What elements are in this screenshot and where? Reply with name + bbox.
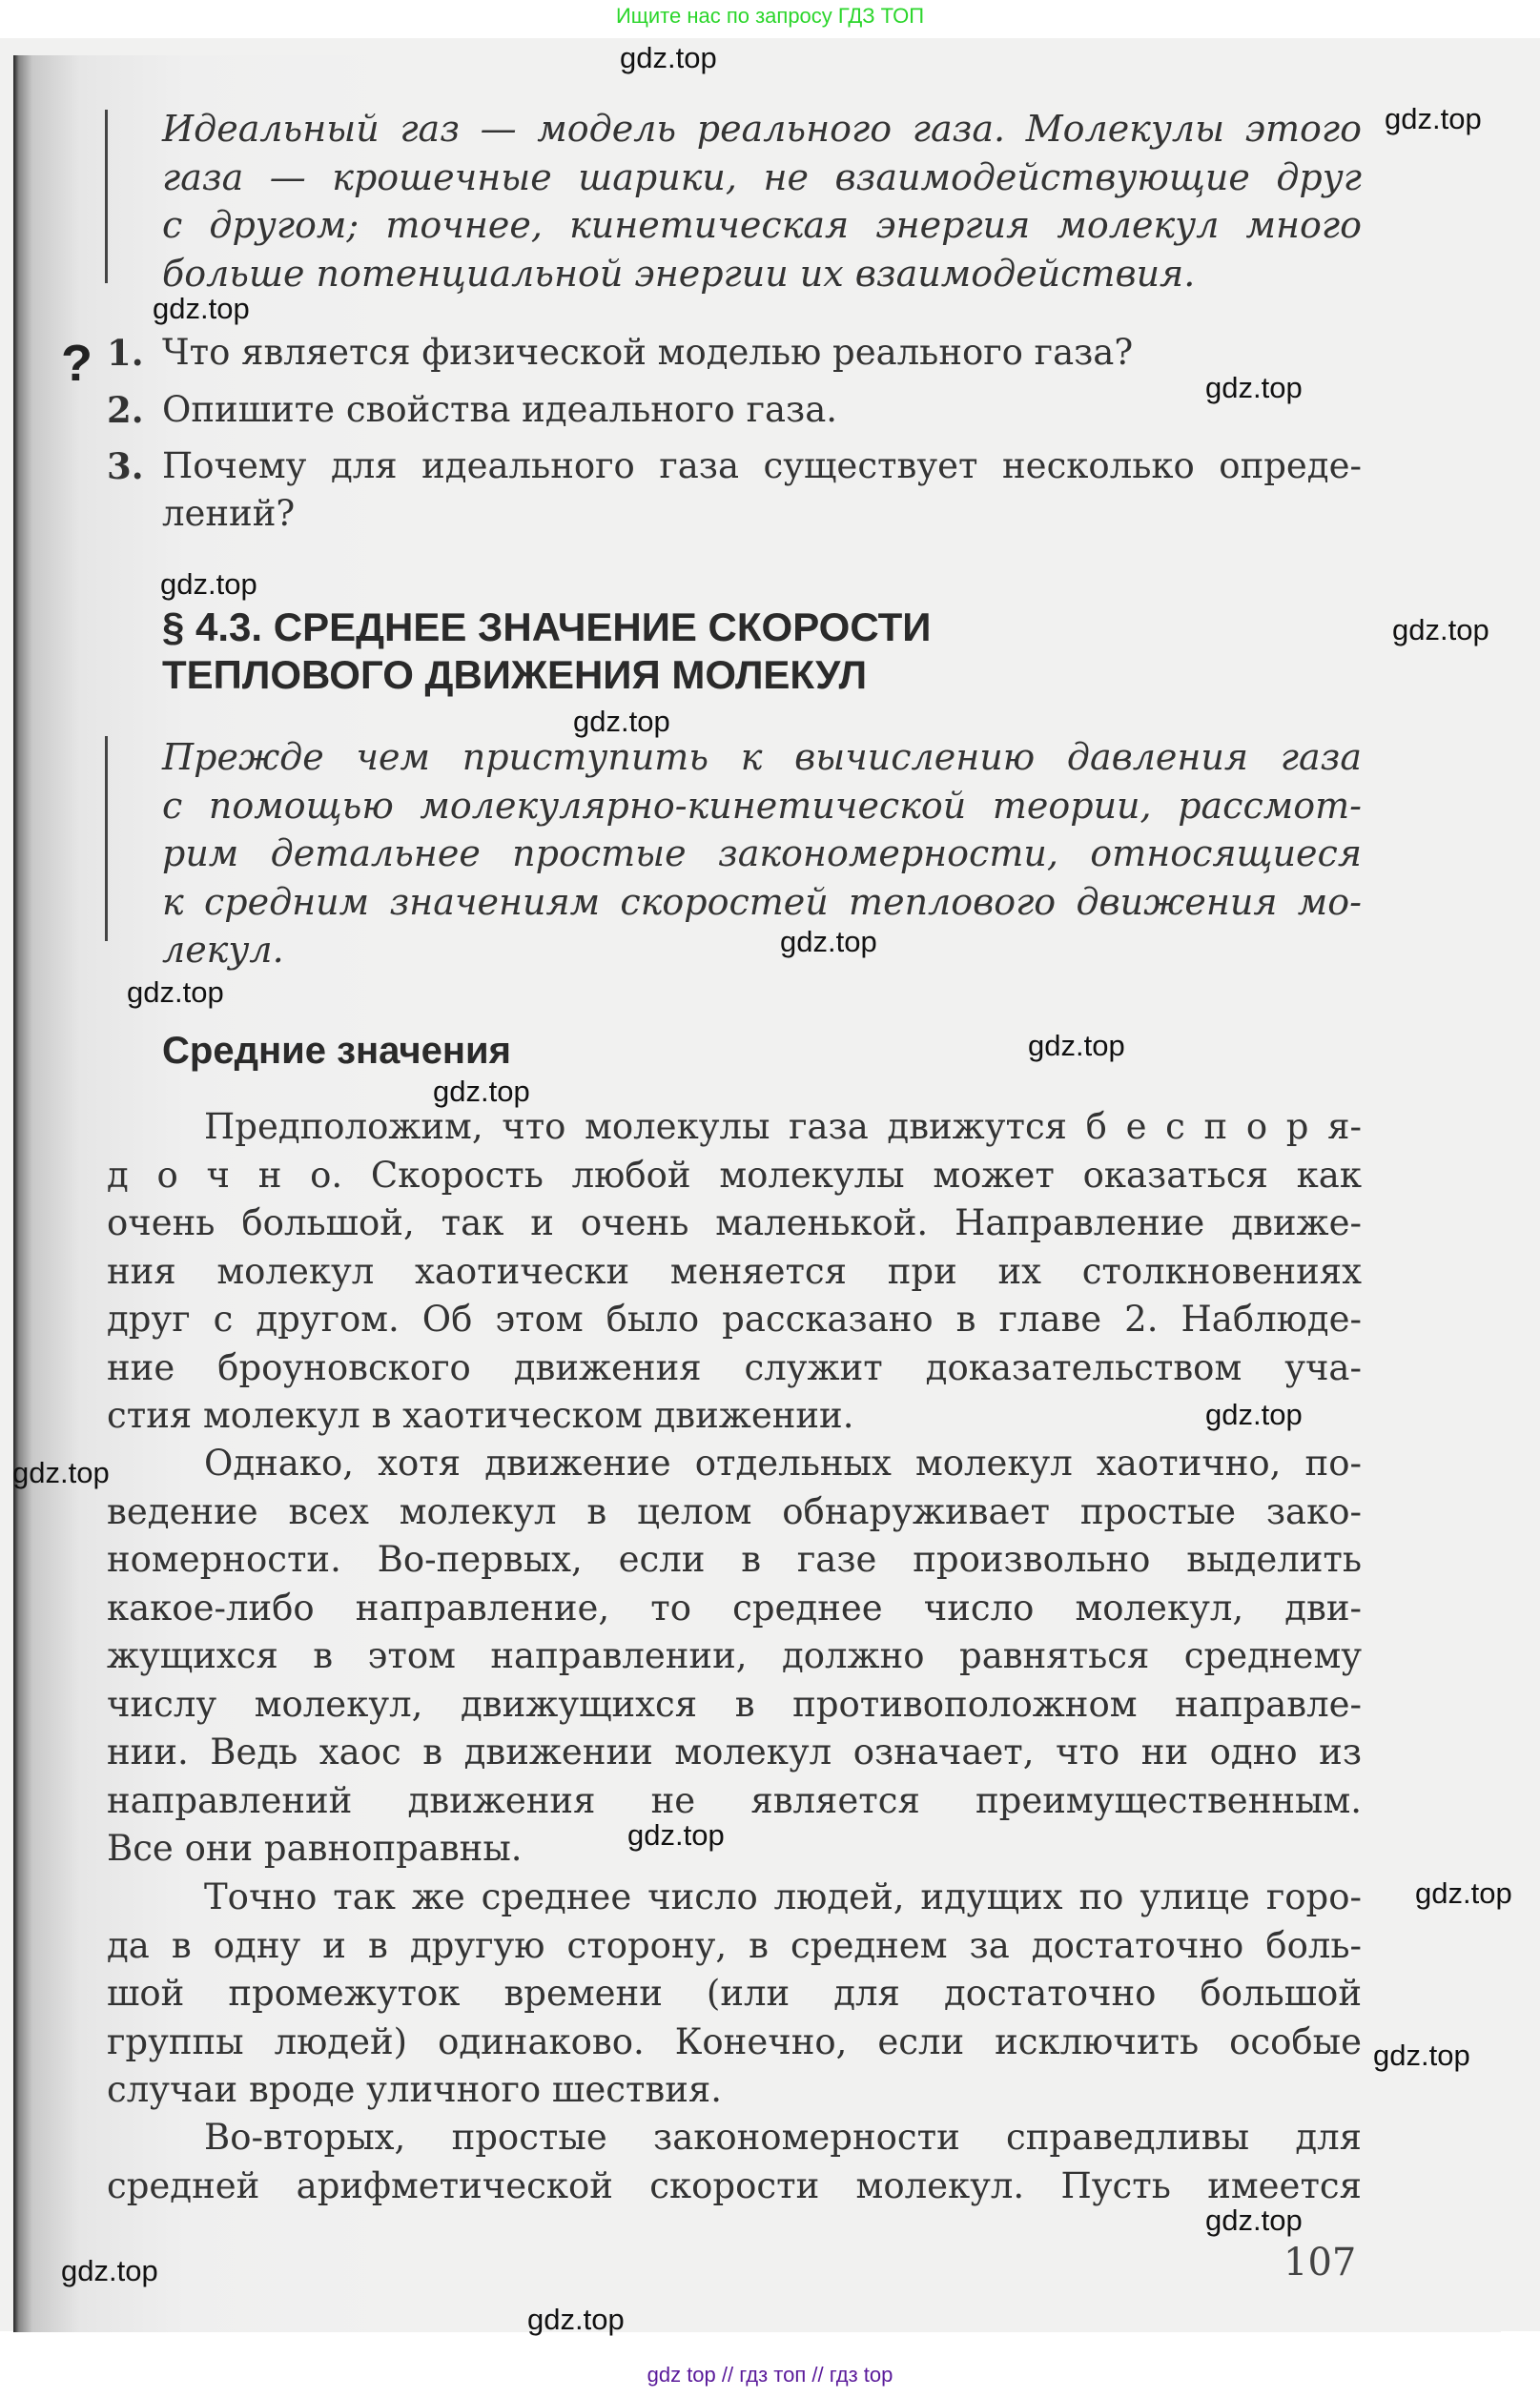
paragraph-line: направлений движения не является преимущественным.: [107, 1779, 1362, 1821]
paragraph-line: очень большой, так и очень маленькой. Направление движе-: [107, 1202, 1362, 1243]
watermark-link[interactable]: gdz.top: [573, 705, 670, 738]
paragraph-line: жущихся в этом направлении, должно равняться среднему: [107, 1635, 1362, 1676]
watermark-link[interactable]: gdz.top: [780, 925, 877, 958]
watermark-link[interactable]: gdz.top: [127, 975, 224, 1009]
definition-line: Идеальный газ — модель реального газа. Молекулы этого: [162, 108, 1362, 150]
paragraph-line: какое-либо направление, то среднее число молекул, дви-: [107, 1587, 1362, 1629]
paragraph-line: средней арифметической скорости молекул. Пусть имеется: [107, 2164, 1362, 2206]
quote-bar: [105, 736, 108, 941]
watermark-link[interactable]: gdz.top: [627, 1818, 725, 1852]
paragraph-line: номерности. Во-первых, если в газе произвольно выделить: [107, 1539, 1362, 1580]
paragraph-line: ние броуновского движения служит доказательством уча-: [107, 1346, 1362, 1388]
question-mark-icon: ?: [61, 335, 92, 392]
watermark-link[interactable]: gdz.top: [153, 292, 250, 325]
paragraph-line: ведение всех молекул в целом обнаруживает простые зако-: [107, 1490, 1362, 1532]
paragraph-line: Предположим, что молекулы газа движутся б е с п о р я-: [204, 1106, 1362, 1147]
intro-line: лекул.: [162, 929, 284, 971]
paragraph-line: шой промежуток времени (или для достаточно большой: [107, 1973, 1362, 2014]
watermark-link[interactable]: gdz.top: [1205, 371, 1303, 404]
section-title: § 4.3. СРЕДНЕЕ ЗНАЧЕНИЕ СКОРОСТИ: [162, 605, 932, 649]
watermark-link[interactable]: gdz.top: [1415, 1876, 1512, 1910]
paragraph-line: д о ч н о. Скорость любой молекулы может оказаться как: [107, 1154, 1362, 1196]
definition-line: с другом; точнее, кинетическая энергия молекул много: [162, 204, 1362, 246]
paragraph-line: Точно так же среднее число людей, идущих по улице горо-: [204, 1876, 1362, 1917]
definition-line: больше потенциальной энергии их взаимодействия.: [162, 252, 1196, 295]
watermark-link[interactable]: gdz.top: [1205, 1398, 1303, 1431]
watermark-link[interactable]: gdz.top: [527, 2303, 625, 2336]
paragraph-line: Во-вторых, простые закономерности справедливы для: [204, 2117, 1362, 2158]
paragraph-line: друг с другом. Об этом было рассказано в главе 2. Наблюде-: [107, 1299, 1362, 1340]
paragraph-line: нии. Ведь хаос в движении молекул означает, что ни одно из: [107, 1732, 1362, 1773]
intro-line: к средним значениям скоростей теплового движения мо-: [162, 880, 1362, 923]
watermark-link[interactable]: gdz.top: [1385, 102, 1482, 135]
watermark-link[interactable]: gdz.top: [160, 567, 257, 601]
watermark-link[interactable]: gdz.top: [620, 41, 717, 74]
paragraph-line: числу молекул, движущихся в противоположном направле-: [107, 1683, 1362, 1725]
paragraph-line: группы людей) одинаково. Конечно, если исключить особые: [107, 2020, 1362, 2062]
search-banner[interactable]: Ищите нас по запросу ГДЗ ТОП: [615, 4, 925, 28]
quote-bar: [105, 110, 108, 283]
page-number: 107: [1283, 2241, 1357, 2285]
question-text: Что является физической моделью реального газа?: [162, 332, 1134, 373]
paragraph-line: да в одну и в другую сторону, в среднем за достаточно боль-: [107, 1924, 1362, 1966]
intro-line: с помощью молекулярно-кинетической теории, рассмот-: [162, 784, 1362, 827]
subheading: Средние значения: [162, 1030, 511, 1072]
watermark-link[interactable]: gdz.top: [1373, 2039, 1470, 2072]
paragraph-line: Все они равноправны.: [107, 1828, 523, 1869]
question-number: 3.: [107, 445, 144, 487]
definition-line: газа — крошечные шарики, не взаимодействующие друг: [162, 155, 1362, 198]
paragraph-line: ния молекул хаотически меняется при их столкновениях: [107, 1250, 1362, 1292]
watermark-link[interactable]: gdz.top: [1028, 1029, 1125, 1062]
question-text: лений?: [162, 493, 296, 534]
question-number: 2.: [107, 389, 144, 431]
paragraph-line: Однако, хотя движение отдельных молекул хаотично, по-: [204, 1443, 1362, 1484]
question-text: Опишите свойства идеального газа.: [162, 389, 838, 430]
question-number: 1.: [107, 332, 144, 374]
footer-links[interactable]: gdz top // гдз топ // гдз top: [647, 2363, 893, 2387]
question-text: Почему для идеального газа существует несколько опреде-: [162, 445, 1362, 486]
paragraph-line: стия молекул в хаотическом движении.: [107, 1395, 854, 1436]
watermark-link[interactable]: gdz.top: [61, 2254, 158, 2287]
watermark-link[interactable]: gdz.top: [12, 1456, 110, 1489]
section-title: ТЕПЛОВОГО ДВИЖЕНИЯ МОЛЕКУЛ: [162, 652, 868, 697]
watermark-link[interactable]: gdz.top: [1392, 613, 1489, 646]
watermark-link[interactable]: gdz.top: [1205, 2203, 1303, 2237]
intro-line: Прежде чем приступить к вычислению давления газа: [162, 736, 1362, 778]
intro-line: рим детальнее простые закономерности, относящиеся: [162, 832, 1362, 874]
watermark-link[interactable]: gdz.top: [433, 1075, 530, 1108]
paragraph-line: случаи вроде уличного шествия.: [107, 2069, 723, 2110]
